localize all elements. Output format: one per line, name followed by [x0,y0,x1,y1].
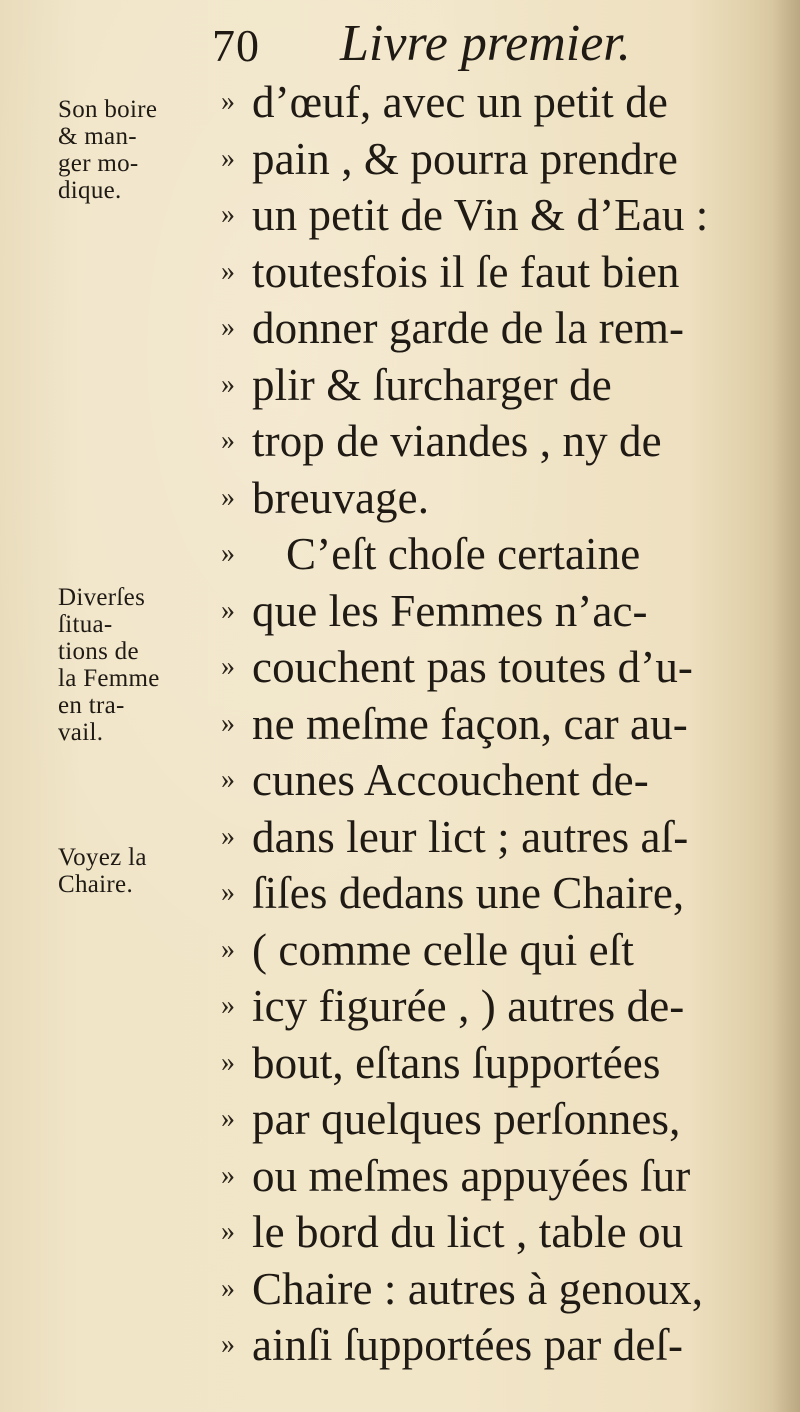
text-line [204,300,770,357]
margin-note-line: Chaire. [58,871,133,898]
line-text: Chaire : autres à genoux, [252,1263,704,1314]
text-line [204,244,770,301]
text-line [204,131,770,188]
line-text: ne meſme façon, car au- [252,698,688,749]
quote-marker: » [221,199,235,230]
line-text: bout, eſtans ſupportées [252,1037,661,1088]
text-line [204,639,770,696]
line-text: icy figurée , ) autres de- [252,981,685,1031]
margin-note-positions [58,584,214,746]
page-number: 70 [212,20,260,71]
text-line [204,752,770,809]
quote-marker: » [221,425,235,456]
quote-marker: » [221,990,235,1021]
text-line [204,526,770,583]
body-text [204,74,770,1370]
margin-note-line: vail. [58,719,104,746]
margin-note-eating [58,96,214,204]
text-line [204,922,770,979]
quote-marker: » [221,255,235,287]
quote-marker: » [221,1046,235,1078]
text-line [204,1204,770,1261]
text-line [204,357,770,414]
line-text: ſiſes dedans une Chaire, [252,868,685,918]
quote-marker: » [221,820,235,852]
line-text: plir & ſurcharger de [252,359,612,410]
line-text: ainſi ſupportées par deſ- [252,1320,684,1370]
line-text: dans leur lict ; autres aſ- [252,811,689,862]
quote-marker: » [221,1272,235,1304]
line-text: par quelques perſonnes, [252,1094,681,1144]
text-line [204,1317,770,1374]
text-line [204,470,770,527]
line-text: ( comme celle qui eſt [252,924,634,975]
line-text: donner garde de la rem- [252,303,685,353]
quote-marker: » [221,1103,235,1134]
page-header [212,10,772,80]
line-text: couchent pas toutes d’u- [252,642,694,692]
margin-note-line: dique. [58,177,122,204]
text-line [204,413,770,470]
text-line [204,978,770,1035]
quote-marker: » [221,877,235,908]
quote-marker: » [221,312,235,343]
quote-marker: » [221,594,235,626]
line-text: trop de viandes , ny de [252,416,662,466]
margin-note-line: ſitua- [58,611,113,638]
quote-marker: » [221,538,235,569]
line-text: toutesfois il ſe faut bien [252,246,680,297]
quote-marker: » [221,933,235,965]
text-line [204,187,770,244]
quote-marker: » [221,1329,235,1360]
text-line [204,583,770,640]
text-line [204,1148,770,1205]
quote-marker: » [221,707,235,739]
text-line [204,1261,770,1318]
quote-marker: » [221,481,235,513]
margin-note-line: Voyez la [58,844,147,871]
margin-note-line: Son boire [58,96,158,123]
quote-marker: » [221,1216,235,1247]
quote-marker: » [221,142,235,174]
line-text: un petit de Vin & d’Eau : [252,190,709,240]
line-text: ou meſmes appuyées ſur [252,1150,691,1201]
margin-note-line: tions de [58,638,139,665]
margin-note-line: en tra- [58,692,125,719]
line-text: pain , & pourra prendre [252,133,678,184]
margin-note-see-chair [58,844,214,898]
margin-note-line: Diverſes [58,584,146,611]
line-text: breuvage. [252,472,430,523]
text-line [204,696,770,753]
quote-marker: » [221,368,235,400]
page-edge-shadow [772,0,800,1412]
line-text: le bord du lict , table ou [252,1207,684,1257]
line-text: que les Femmes n’ac- [252,585,648,636]
line-text: cunes Accouchent de- [252,755,649,805]
line-text: C’eſt choſe certaine [286,529,641,579]
text-line [204,74,770,131]
margin-note-line: la Femme [58,665,160,692]
line-text: d’œuf, avec un petit de [252,77,668,127]
quote-marker: » [221,1159,235,1191]
text-line [204,1091,770,1148]
margin-note-line: & man- [58,123,137,150]
text-line [204,809,770,866]
quote-marker: » [221,86,235,117]
text-line [204,1035,770,1092]
text-line [204,865,770,922]
quote-marker: » [221,651,235,682]
quote-marker: » [221,764,235,795]
margin-note-line: ger mo- [58,150,139,177]
running-title: Livre premier. [340,15,631,72]
